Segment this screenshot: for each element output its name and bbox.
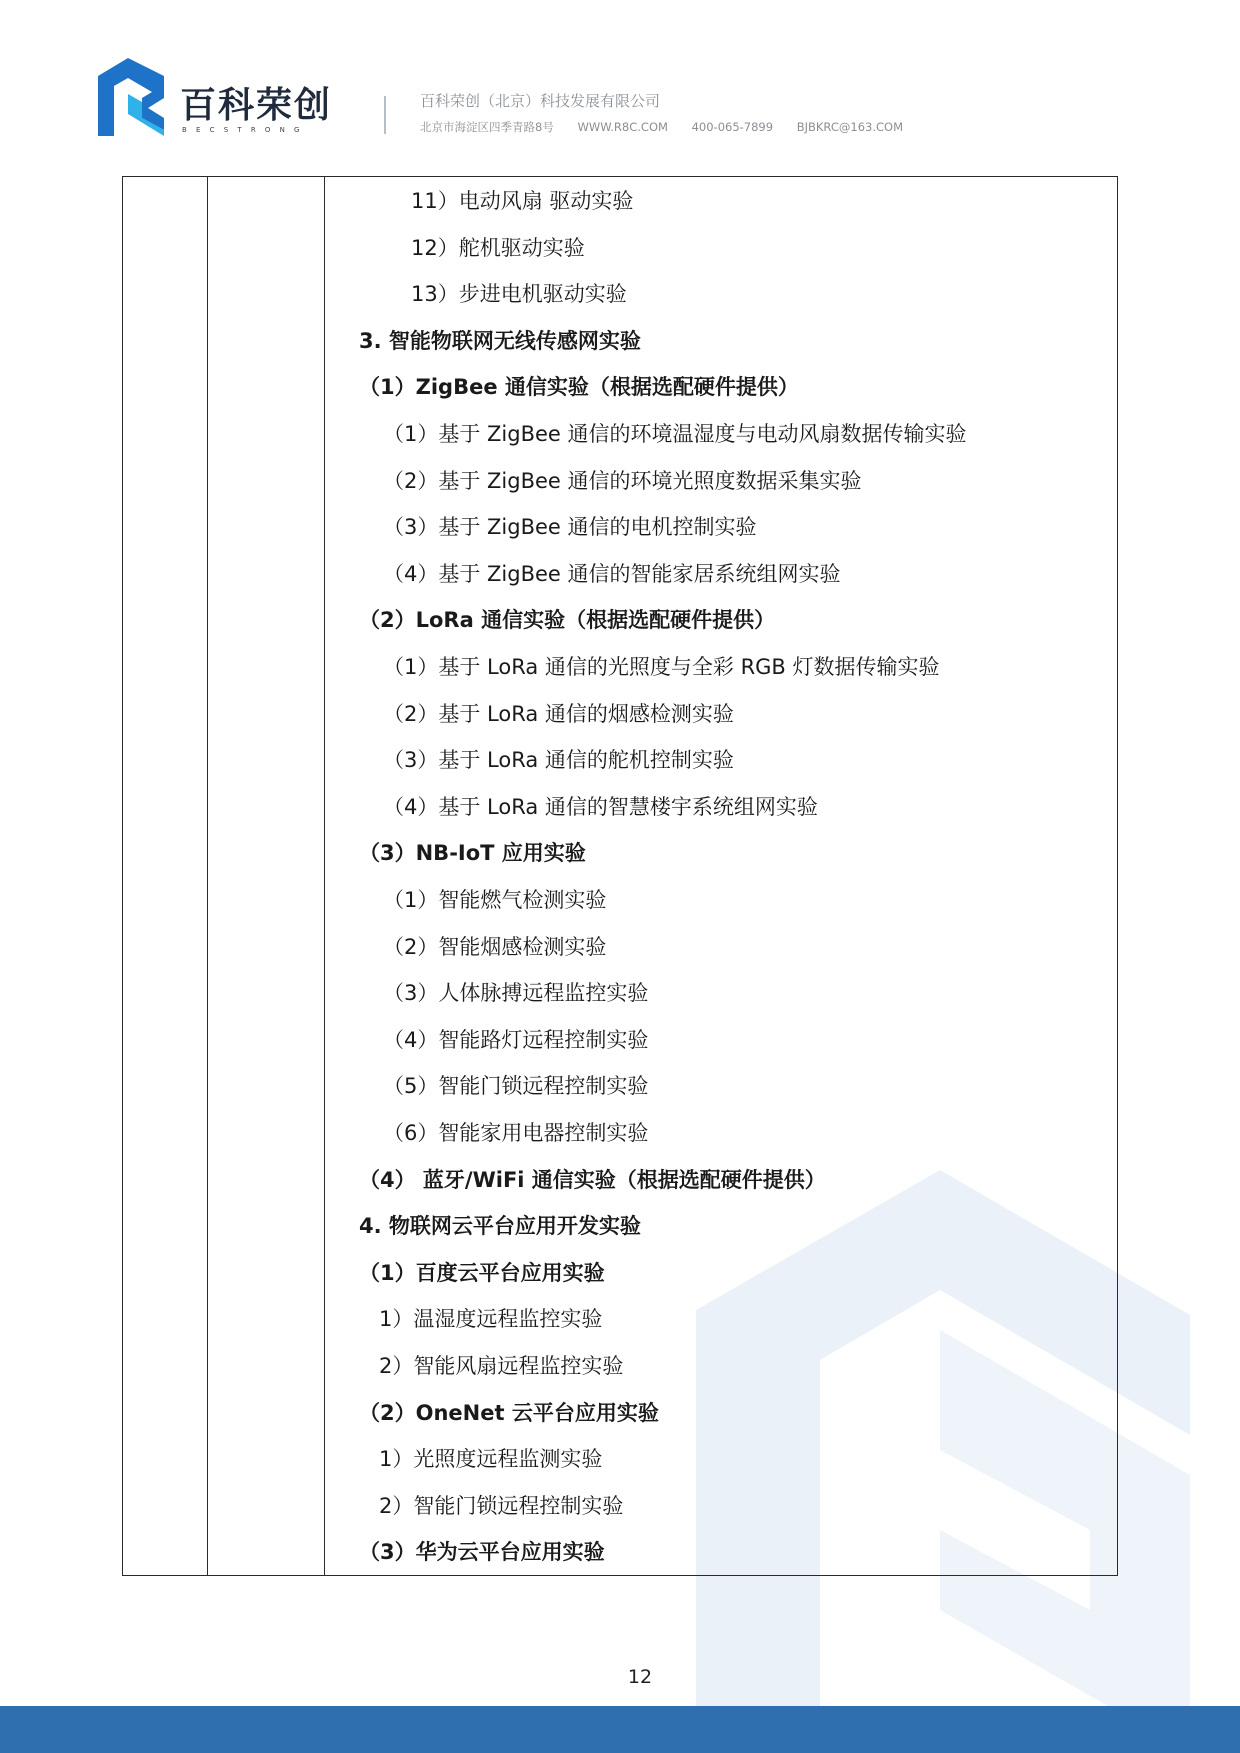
section-heading: 4. 物联网云平台应用开发实验 bbox=[359, 1214, 641, 1239]
page-number: 12 bbox=[627, 1666, 653, 1688]
logo-subtitle: BECSTRONG bbox=[182, 126, 309, 134]
company-logo-icon bbox=[98, 58, 168, 136]
section-heading: （1）ZigBee 通信实验（根据选配硬件提供） bbox=[359, 375, 799, 400]
list-item: （3）人体脉搏远程监控实验 bbox=[383, 981, 649, 1006]
list-item: 1）光照度远程监测实验 bbox=[379, 1447, 603, 1472]
company-website: WWW.R8C.COM bbox=[577, 120, 668, 134]
list-item: （1）基于 ZigBee 通信的环境温湿度与电动风扇数据传输实验 bbox=[383, 422, 967, 446]
page-header bbox=[0, 0, 1240, 150]
list-item: 2）智能风扇远程监控实验 bbox=[379, 1354, 624, 1378]
section-heading: （2）LoRa 通信实验（根据选配硬件提供） bbox=[359, 608, 776, 633]
section-heading: （3）华为云平台应用实验 bbox=[359, 1540, 605, 1565]
company-address: 北京市海淀区四季青路8号 bbox=[420, 120, 554, 134]
list-item: 1）温湿度远程监控实验 bbox=[379, 1307, 603, 1332]
list-item: （5）智能门锁远程控制实验 bbox=[383, 1074, 649, 1099]
list-item: （2）基于 LoRa 通信的烟感检测实验 bbox=[383, 701, 734, 726]
list-item: 13）步进电机驱动实验 bbox=[411, 282, 627, 307]
footer-bar bbox=[0, 1706, 1240, 1753]
list-item: （1）基于 LoRa 通信的光照度与全彩 RGB 灯数据传输实验 bbox=[383, 655, 940, 679]
list-item: （4）基于 ZigBee 通信的智能家居系统组网实验 bbox=[383, 561, 841, 586]
section-heading: 3. 智能物联网无线传感网实验 bbox=[359, 328, 641, 353]
list-item: （3）基于 LoRa 通信的舵机控制实验 bbox=[383, 748, 734, 773]
list-item: （2）基于 ZigBee 通信的环境光照度数据采集实验 bbox=[383, 468, 862, 493]
list-item: （1）智能燃气检测实验 bbox=[383, 888, 607, 912]
content-table bbox=[122, 176, 1118, 1576]
section-heading: （3）NB-IoT 应用实验 bbox=[359, 841, 586, 866]
list-item: 11）电动风扇 驱动实验 bbox=[411, 189, 634, 213]
company-phone: 400-065-7899 bbox=[691, 120, 774, 134]
section-heading: （2）OneNet 云平台应用实验 bbox=[359, 1400, 659, 1425]
table-column-divider bbox=[207, 177, 208, 1575]
list-item: （4）智能路灯远程控制实验 bbox=[383, 1027, 649, 1052]
company-email: BJBKRC@163.COM bbox=[796, 120, 903, 134]
list-item: （2）智能烟感检测实验 bbox=[383, 934, 607, 959]
list-item: （6）智能家用电器控制实验 bbox=[383, 1121, 649, 1145]
section-heading: （1）百度云平台应用实验 bbox=[359, 1260, 605, 1285]
header-divider bbox=[384, 96, 386, 134]
list-item: （4）基于 LoRa 通信的智慧楼宇系统组网实验 bbox=[383, 794, 818, 819]
table-column-divider bbox=[324, 177, 325, 1575]
list-item: 2）智能门锁远程控制实验 bbox=[379, 1493, 624, 1518]
company-name: 百科荣创（北京）科技发展有限公司 bbox=[420, 92, 661, 110]
list-item: （3）基于 ZigBee 通信的电机控制实验 bbox=[383, 515, 757, 540]
logo-name: 百科荣创 bbox=[180, 85, 333, 126]
section-heading: （4） 蓝牙/WiFi 通信实验（根据选配硬件提供） bbox=[359, 1167, 826, 1192]
company-contact-info bbox=[420, 122, 923, 134]
list-item: 12）舵机驱动实验 bbox=[411, 235, 585, 260]
